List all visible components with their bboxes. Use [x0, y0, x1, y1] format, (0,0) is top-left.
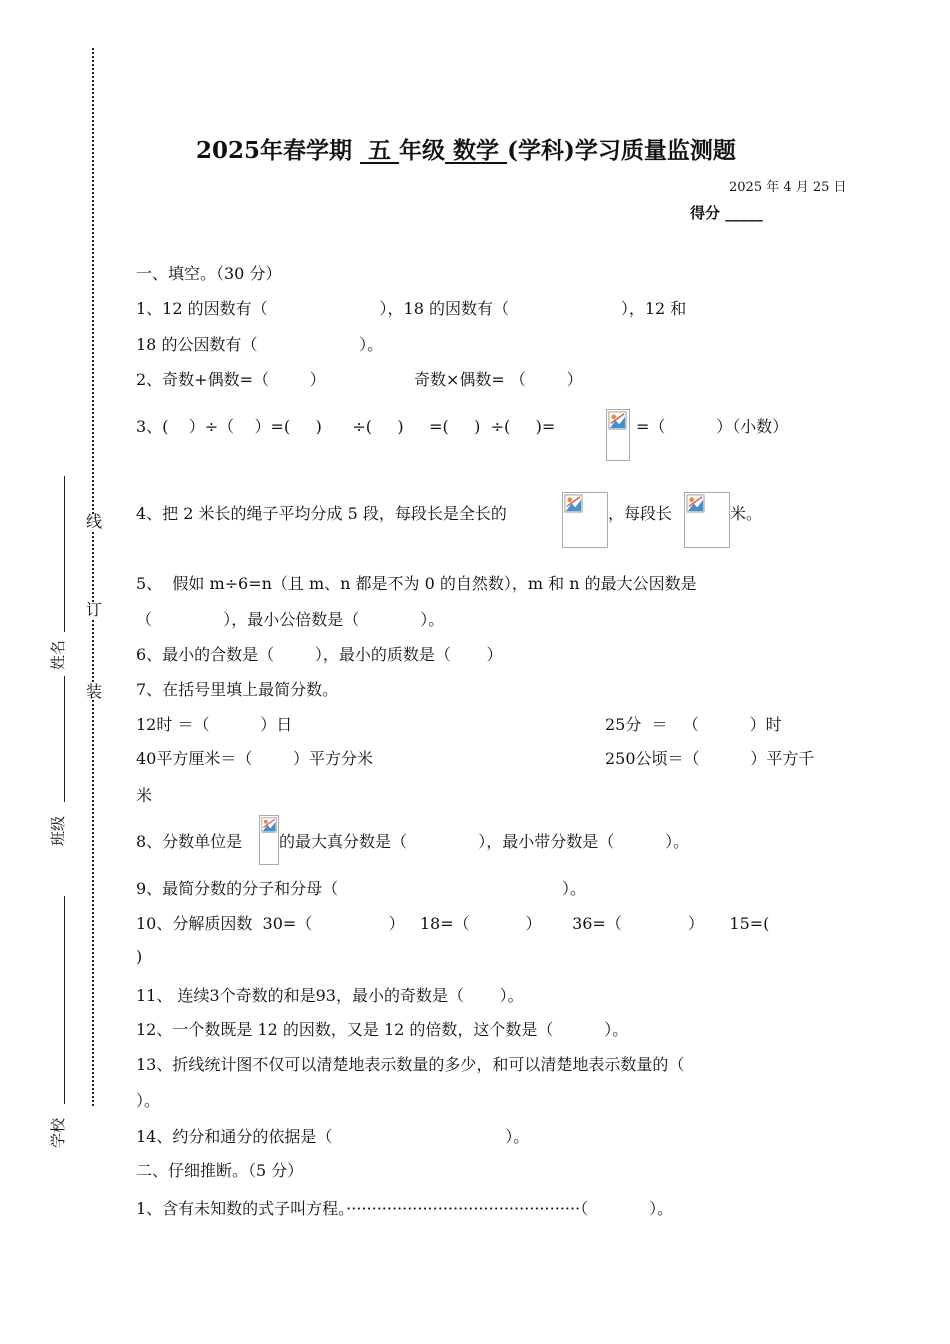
binding-char-xian: 线 [86, 512, 103, 531]
binding-dotted-line [92, 48, 94, 1106]
question-13-line-1: 13、折线统计图不仅可以清楚地表示数量的多少，和可以清楚地表示数量的（ [136, 1055, 685, 1074]
question-11: 11、 连续3个奇数的和是93，最小的奇数是（ ）。 [136, 986, 524, 1005]
question-5-line-1: 5、 假如 m÷6=n（且 m、n 都是不为 0 的自然数），m 和 n 的最大公因数是 [136, 574, 697, 593]
section-1-heading: 一、填空。（30 分） [136, 264, 282, 283]
class-label: 班级 [49, 815, 67, 846]
question-7-item-d-cont: 米 [136, 786, 153, 805]
question-3-part-2: =（ ）（小数） [636, 417, 789, 436]
school-label: 学校 [49, 1117, 67, 1148]
school-rule [64, 896, 65, 1104]
broken-image-icon [686, 494, 705, 513]
question-13-line-2: ）。 [136, 1091, 161, 1110]
question-6: 6、最小的合数是（ ），最小的质数是（ ） [136, 645, 503, 664]
question-8-part-1: 8、分数单位是 [136, 832, 243, 851]
fraction-image [562, 492, 608, 548]
broken-image-icon [261, 817, 277, 833]
score-field: 得分 _____ [690, 204, 763, 222]
question-7-item-a: 12时 ＝（ ）日 [136, 715, 293, 734]
question-4-part-1: 4、把 2 米长的绳子平均分成 5 段，每段长是全长的 [136, 504, 507, 523]
section-2-heading: 二、仔细推断。（5 分） [136, 1161, 304, 1180]
fraction-image [684, 492, 730, 548]
broken-image-icon [608, 411, 627, 430]
question-9: 9、最简分数的分子和分母（ ）。 [136, 879, 586, 898]
question-14: 14、约分和通分的依据是（ ）。 [136, 1127, 530, 1146]
question-4-part-2: ，每段长 [608, 504, 673, 523]
question-1-line-1: 1、12 的因数有（ ），18 的因数有（ ），12 和 [136, 299, 687, 318]
page-title: 2025年春学期 五 年级 数学 (学科)学习质量监测题 [196, 137, 736, 164]
section-2-question-1: 1、含有未知数的式子叫方程。··············································（ ）。 [136, 1199, 674, 1218]
question-4-part-3: 米。 [730, 504, 763, 523]
question-10-line-1: 10、分解质因数 30=（ ） 18=（ ） 36=（ ） 15=( [136, 914, 770, 933]
question-2-part-2: 奇数×偶数= （ ） [414, 370, 583, 389]
binding-char-ding: 订 [86, 600, 103, 619]
fraction-image [259, 815, 279, 865]
name-label: 姓名 [49, 639, 67, 670]
question-7-item-d: 250公顷＝（ ）平方千 [605, 749, 815, 768]
question-12: 12、一个数既是 12 的因数，又是 12 的倍数，这个数是（ ）。 [136, 1020, 629, 1039]
name-rule [64, 476, 65, 632]
question-2-part-1: 2、奇数+偶数=（ ） [136, 370, 326, 389]
class-rule [64, 676, 65, 802]
question-1-line-2: 18 的公因数有（ ）。 [136, 335, 384, 354]
exam-date: 2025 年 4 月 25 日 [729, 180, 847, 195]
question-7-item-c: 40平方厘米＝（ ）平方分米 [136, 749, 374, 768]
binding-char-zhuang: 装 [86, 682, 103, 701]
fraction-image [606, 409, 630, 461]
question-3-part-1: 3、( ）÷（ ）=( ) ÷( ) =( ) ÷( )= [136, 417, 556, 436]
question-7-item-b: 25分 ＝ （ ）时 [605, 715, 782, 734]
broken-image-icon [564, 494, 583, 513]
question-10-line-2: ) [136, 947, 143, 966]
question-7: 7、在括号里填上最简分数。 [136, 680, 339, 699]
question-5-line-2: （ ），最小公倍数是（ ）。 [136, 610, 445, 629]
question-8-part-2: 的最大真分数是（ ），最小带分数是（ ）。 [279, 832, 690, 851]
